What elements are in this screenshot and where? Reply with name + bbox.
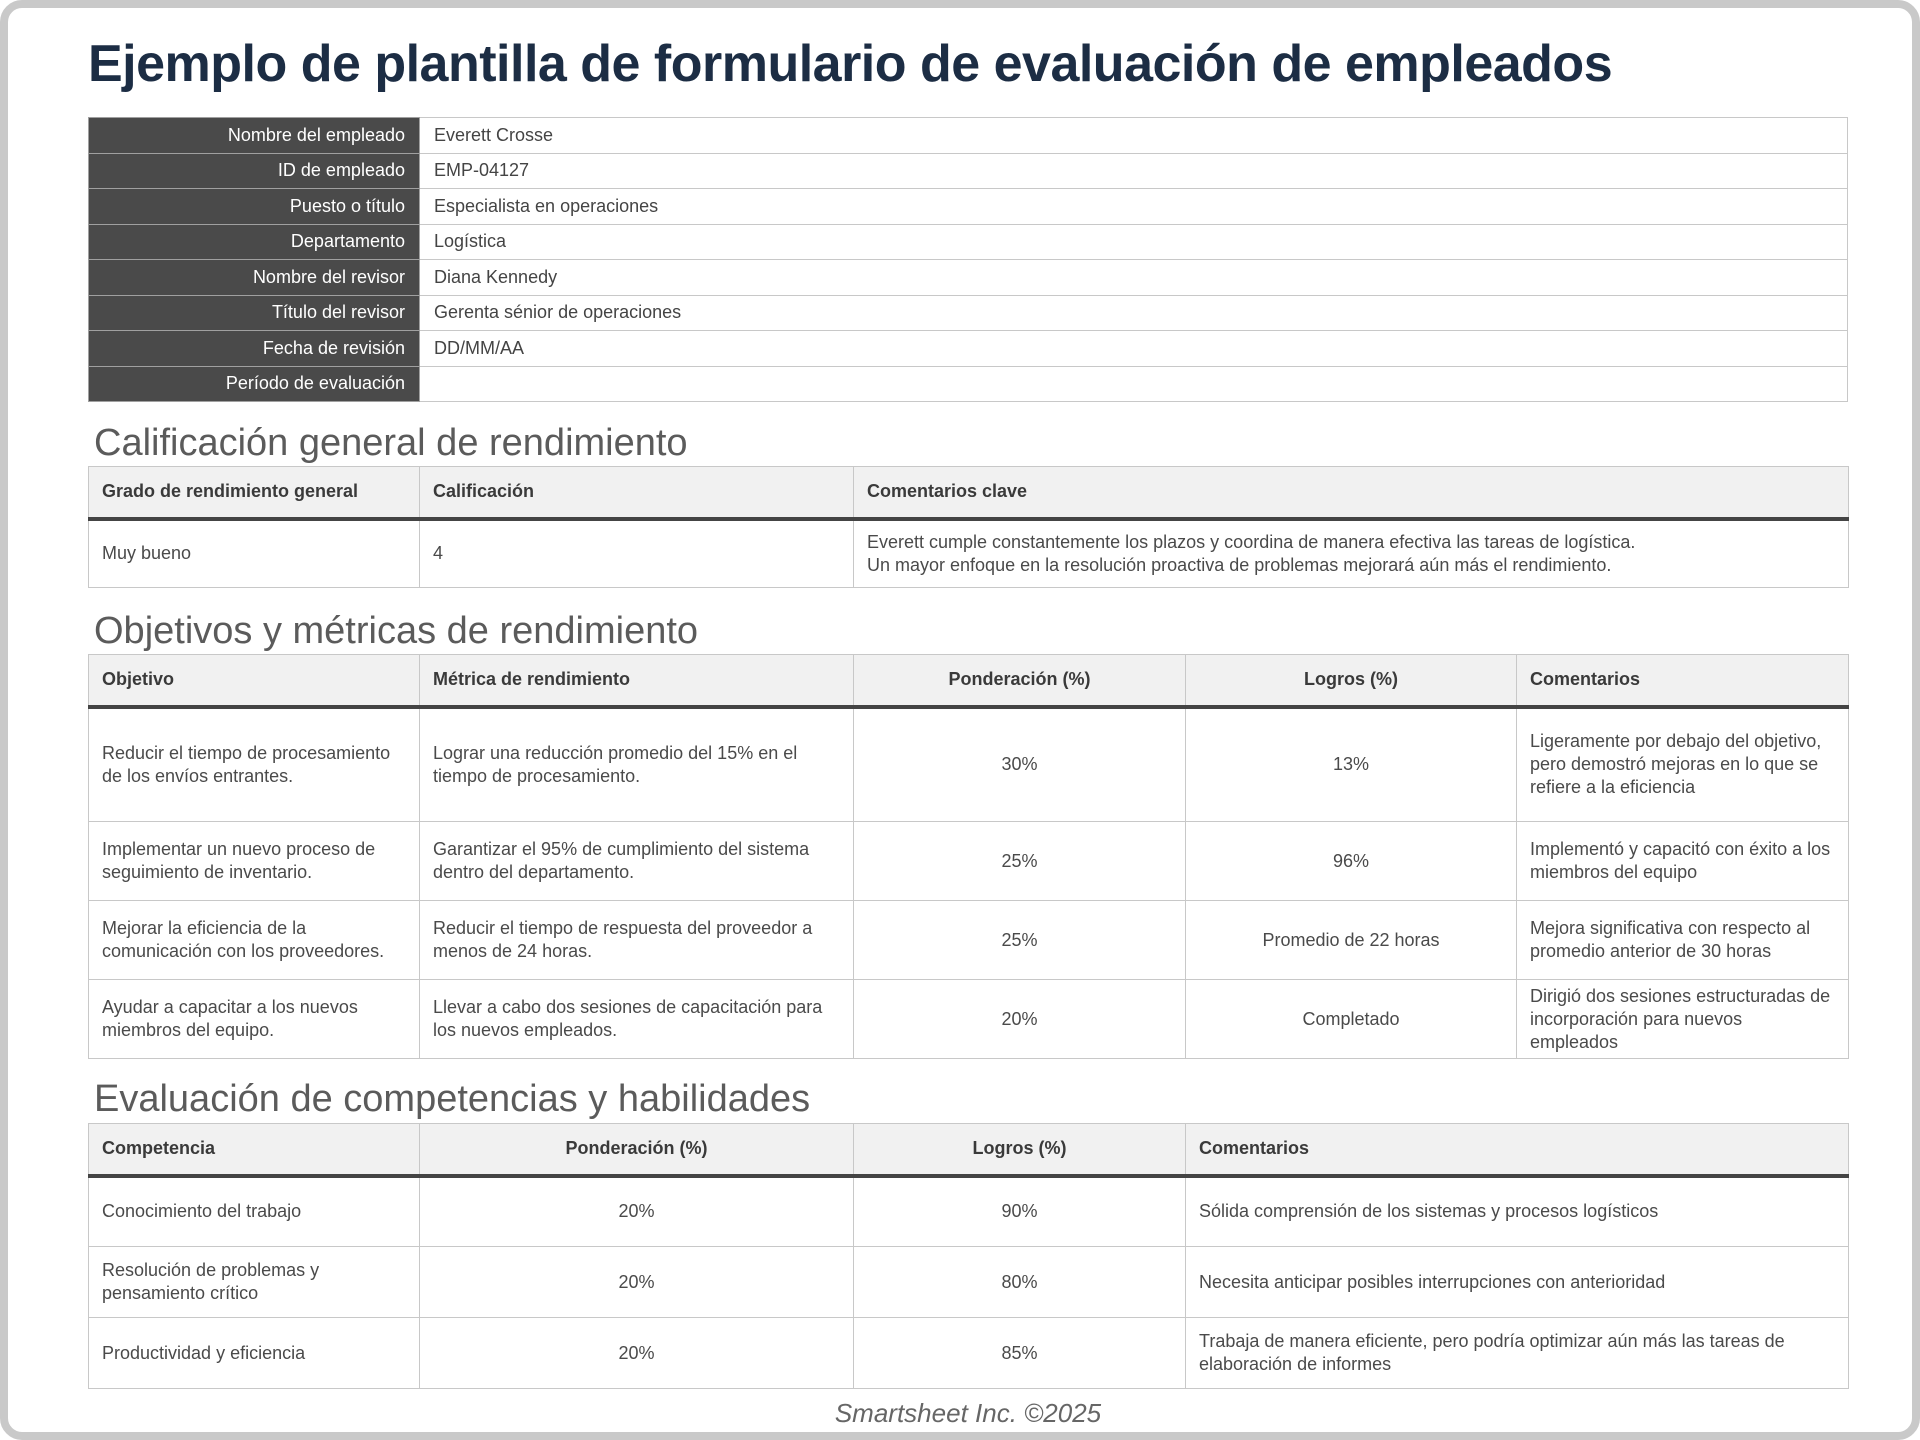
info-row xyxy=(89,224,1848,260)
achievement-cell[interactable]: Completado xyxy=(1186,980,1517,1059)
info-label: Período de evaluación xyxy=(89,366,420,402)
metric-cell[interactable]: Reducir el tiempo de respuesta del proveedor a menos de 24 horas. xyxy=(420,901,854,980)
objective-cell[interactable]: Ayudar a capacitar a los nuevos miembros del equipo. xyxy=(89,980,420,1059)
info-label: Puesto o título xyxy=(89,189,420,225)
table-row xyxy=(89,1247,1849,1318)
column-header: Logros (%) xyxy=(854,1124,1186,1176)
achievement-cell[interactable]: Promedio de 22 horas xyxy=(1186,901,1517,980)
table-row xyxy=(89,519,1849,588)
overall-rating-cell[interactable]: 4 xyxy=(420,519,854,588)
table-row xyxy=(89,901,1849,980)
achievement-cell[interactable]: 80% xyxy=(854,1247,1186,1318)
competency-cell[interactable]: Resolución de problemas y pensamiento crítico xyxy=(89,1247,420,1318)
comment-cell[interactable]: Dirigió dos sesiones estructuradas de incorporación para nuevos empleados xyxy=(1517,980,1849,1059)
weight-cell[interactable]: 20% xyxy=(420,1176,854,1247)
comment-cell[interactable]: Implementó y capacitó con éxito a los miembros del equipo xyxy=(1517,822,1849,901)
column-header: Ponderación (%) xyxy=(420,1124,854,1176)
table-row xyxy=(89,1318,1849,1389)
comment-cell[interactable]: Ligeramente por debajo del objetivo, pero demostró mejoras en lo que se refiere a la eficiencia xyxy=(1517,707,1849,822)
column-header: Objetivo xyxy=(89,655,420,707)
info-row xyxy=(89,331,1848,367)
info-label: Título del revisor xyxy=(89,295,420,331)
objectives-heading: Objetivos y métricas de rendimiento xyxy=(94,610,699,652)
competency-cell[interactable]: Conocimiento del trabajo xyxy=(89,1176,420,1247)
info-value[interactable]: Gerenta sénior de operaciones xyxy=(420,295,1848,331)
info-row xyxy=(89,153,1848,189)
metric-cell[interactable]: Lograr una reducción promedio del 15% en el tiempo de procesamiento. xyxy=(420,707,854,822)
weight-cell[interactable]: 30% xyxy=(854,707,1186,822)
table-header-row xyxy=(89,1124,1849,1176)
achievement-cell[interactable]: 90% xyxy=(854,1176,1186,1247)
column-header: Comentarios xyxy=(1517,655,1849,707)
objectives-table xyxy=(88,654,1849,1059)
column-header: Calificación xyxy=(420,467,854,519)
table-row xyxy=(89,707,1849,822)
comment-cell[interactable]: Mejora significativa con respecto al promedio anterior de 30 horas xyxy=(1517,901,1849,980)
info-value[interactable]: DD/MM/AA xyxy=(420,331,1848,367)
weight-cell[interactable]: 20% xyxy=(854,980,1186,1059)
achievement-cell[interactable]: 96% xyxy=(1186,822,1517,901)
weight-cell[interactable]: 20% xyxy=(420,1247,854,1318)
info-value[interactable]: EMP-04127 xyxy=(420,153,1848,189)
weight-cell[interactable]: 25% xyxy=(854,901,1186,980)
column-header: Métrica de rendimiento xyxy=(420,655,854,707)
info-value[interactable]: Everett Crosse xyxy=(420,118,1848,154)
column-header: Comentarios xyxy=(1186,1124,1849,1176)
page-title: Ejemplo de plantilla de formulario de evaluación de empleados xyxy=(88,35,1613,93)
info-label: Fecha de revisión xyxy=(89,331,420,367)
objective-cell[interactable]: Mejorar la eficiencia de la comunicación con los proveedores. xyxy=(89,901,420,980)
table-row xyxy=(89,980,1849,1059)
info-row xyxy=(89,260,1848,296)
overall-grade-cell[interactable]: Muy bueno xyxy=(89,519,420,588)
column-header: Comentarios clave xyxy=(854,467,1849,519)
overall-rating-table xyxy=(88,466,1849,588)
info-row xyxy=(89,366,1848,402)
column-header: Grado de rendimiento general xyxy=(89,467,420,519)
overall-comment-cell[interactable] xyxy=(854,519,1849,588)
metric-cell[interactable]: Garantizar el 95% de cumplimiento del sistema dentro del departamento. xyxy=(420,822,854,901)
footer-copyright: Smartsheet Inc. ©2025 xyxy=(834,1398,1102,1428)
info-row xyxy=(89,118,1848,154)
column-header: Logros (%) xyxy=(1186,655,1517,707)
info-row xyxy=(89,295,1848,331)
table-row xyxy=(89,1176,1849,1247)
comment-cell[interactable]: Trabaja de manera eficiente, pero podría optimizar aún más las tareas de elaboración de informes xyxy=(1186,1318,1849,1389)
info-value[interactable] xyxy=(420,366,1848,402)
info-label: Departamento xyxy=(89,224,420,260)
achievement-cell[interactable]: 13% xyxy=(1186,707,1517,822)
achievement-cell[interactable]: 85% xyxy=(854,1318,1186,1389)
comment-cell[interactable]: Necesita anticipar posibles interrupciones con anterioridad xyxy=(1186,1247,1849,1318)
column-header: Competencia xyxy=(89,1124,420,1176)
employee-info-table xyxy=(88,117,1848,402)
comment-cell[interactable]: Sólida comprensión de los sistemas y procesos logísticos xyxy=(1186,1176,1849,1247)
info-value[interactable]: Especialista en operaciones xyxy=(420,189,1848,225)
table-row xyxy=(89,822,1849,901)
objective-cell[interactable]: Implementar un nuevo proceso de seguimiento de inventario. xyxy=(89,822,420,901)
overall-rating-heading: Calificación general de rendimiento xyxy=(94,422,688,464)
info-label: ID de empleado xyxy=(89,153,420,189)
info-label: Nombre del empleado xyxy=(89,118,420,154)
comment-line: Everett cumple constantemente los plazos y coordina de manera efectiva las tareas de logística. xyxy=(867,531,1636,552)
info-row xyxy=(89,189,1848,225)
metric-cell[interactable]: Llevar a cabo dos sesiones de capacitación para los nuevos empleados. xyxy=(420,980,854,1059)
info-value[interactable]: Logística xyxy=(420,224,1848,260)
objective-cell[interactable]: Reducir el tiempo de procesamiento de los envíos entrantes. xyxy=(89,707,420,822)
column-header: Ponderación (%) xyxy=(854,655,1186,707)
competencies-table xyxy=(88,1123,1849,1389)
competencies-heading: Evaluación de competencias y habilidades xyxy=(94,1078,811,1120)
weight-cell[interactable]: 20% xyxy=(420,1318,854,1389)
weight-cell[interactable]: 25% xyxy=(854,822,1186,901)
table-header-row xyxy=(89,655,1849,707)
competency-cell[interactable]: Productividad y eficiencia xyxy=(89,1318,420,1389)
table-header-row xyxy=(89,467,1849,519)
info-value[interactable]: Diana Kennedy xyxy=(420,260,1848,296)
comment-line: Un mayor enfoque en la resolución proactiva de problemas mejorará aún más el rendimiento. xyxy=(867,554,1612,575)
info-label: Nombre del revisor xyxy=(89,260,420,296)
